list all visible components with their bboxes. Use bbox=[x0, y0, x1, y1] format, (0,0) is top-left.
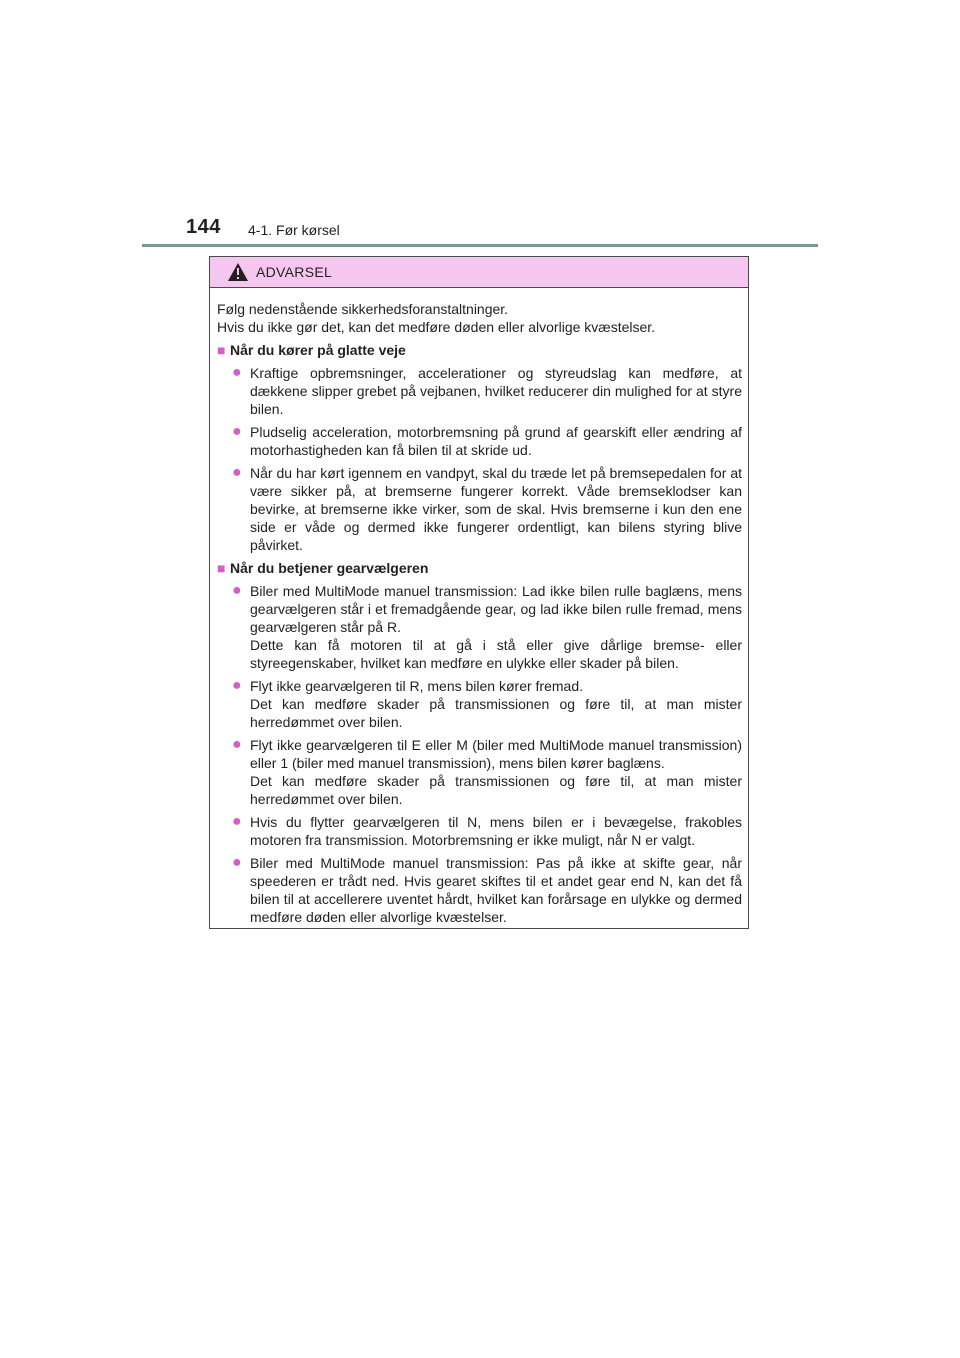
section-heading bbox=[217, 559, 742, 577]
square-bullet-icon: ■ bbox=[217, 342, 226, 358]
list-item bbox=[217, 364, 742, 418]
section-heading-text: Når du kører på glatte veje bbox=[230, 342, 406, 358]
round-bullet-icon: ● bbox=[232, 423, 242, 440]
list-item-paragraph: Det kan medføre skader på transmissionen og føre til, at man mister herredømmet over bilen. bbox=[250, 696, 742, 730]
round-bullet-icon: ● bbox=[232, 813, 242, 830]
list-item bbox=[217, 423, 742, 459]
list-item bbox=[217, 582, 742, 672]
warning-section bbox=[217, 341, 742, 554]
round-bullet-icon: ● bbox=[232, 464, 242, 481]
section-heading bbox=[217, 341, 742, 359]
warning-title: ADVARSEL bbox=[256, 264, 333, 280]
square-bullet-icon: ■ bbox=[217, 560, 226, 576]
intro-line: Følg nedenstående sikkerhedsforanstaltninger. bbox=[217, 301, 509, 317]
list-item-paragraph: Flyt ikke gearvælgeren til E eller M (biler med MultiMode manuel transmission) eller 1 (biler med manuel transmission), mens bilen kører baglæns. bbox=[250, 737, 742, 771]
list-item-paragraph: Det kan medføre skader på transmissionen og føre til, at man mister herredømmet over bilen. bbox=[250, 773, 742, 807]
list-item-paragraph: Når du har kørt igennem en vandpyt, skal du træde let på bremsepedalen for at være sikker på, at bremserne fungerer korrekt. Våde bremseklodser kan bevirke, at bremserne ikke virker, som de skal. Hvis bremserne i kun den ene side er våde og dermed ikke fungerer ordentligt, kan bilens styring blive påvirket. bbox=[250, 465, 742, 553]
bullet-list bbox=[217, 582, 742, 926]
warning-section bbox=[217, 559, 742, 926]
list-item-text bbox=[250, 677, 742, 731]
warning-triangle-icon bbox=[227, 262, 249, 282]
warning-intro bbox=[217, 300, 742, 336]
list-item bbox=[217, 677, 742, 731]
list-item-paragraph: Dette kan få motoren til at gå i stå eller give dårlige bremse- eller styreegenskaber, hvilket kan medføre en ulykke eller skader på bilen. bbox=[250, 637, 742, 671]
list-item-paragraph: Biler med MultiMode manuel transmission: Lad ikke bilen rulle baglæns, mens gearvælgeren står i et fremadgående gear, og lad ikke bilen rulle fremad, mens gearvælgeren står på R. bbox=[250, 583, 742, 635]
list-item-text bbox=[250, 364, 742, 418]
list-item-text bbox=[250, 464, 742, 554]
list-item-text bbox=[250, 582, 742, 672]
intro-line: Hvis du ikke gør det, kan det medføre døden eller alvorlige kvæstelser. bbox=[217, 319, 656, 335]
list-item-paragraph: Flyt ikke gearvælgeren til R, mens bilen kører fremad. bbox=[250, 678, 583, 694]
list-item-text bbox=[250, 423, 742, 459]
round-bullet-icon: ● bbox=[232, 677, 242, 694]
list-item-text bbox=[250, 854, 742, 926]
list-item-paragraph: Hvis du flytter gearvælgeren til N, mens bilen er i bevægelse, frakobles motoren fra transmission. Motorbremsning er ikke muligt, når N er valgt. bbox=[250, 814, 742, 848]
list-item bbox=[217, 736, 742, 808]
page-header bbox=[0, 0, 960, 250]
list-item-paragraph: Biler med MultiMode manuel transmission: Pas på ikke at skifte gear, når speederen er trådt ned. Hvis gearet skiftes til et andet gear end N, kan det få bilen til at accellerere uventet hårdt, hvilket kan forårsage en ulykke og dermed medføre døden eller alvorlige kvæstelser. bbox=[250, 855, 742, 925]
page-number: 144 bbox=[186, 216, 221, 238]
round-bullet-icon: ● bbox=[232, 364, 242, 381]
bullet-list bbox=[217, 364, 742, 554]
header-divider bbox=[142, 244, 818, 247]
warning-header bbox=[210, 257, 748, 288]
section-heading-text: Når du betjener gearvælgeren bbox=[230, 560, 429, 576]
list-item bbox=[217, 464, 742, 554]
list-item bbox=[217, 813, 742, 849]
round-bullet-icon: ● bbox=[232, 854, 242, 871]
warning-body bbox=[210, 288, 748, 926]
list-item-paragraph: Pludselig acceleration, motorbremsning på grund af gearskift eller ændring af motorhastigheden kan få bilen til at skride ud. bbox=[250, 424, 742, 458]
list-item-text bbox=[250, 736, 742, 808]
list-item bbox=[217, 854, 742, 926]
section-title: 4-1. Før kørsel bbox=[248, 222, 340, 238]
list-item-paragraph: Kraftige opbremsninger, accelerationer og styreudslag kan medføre, at dækkene slipper grebet på vejbanen, hvilket reducerer din mulighed for at styre bilen. bbox=[250, 365, 742, 417]
round-bullet-icon: ● bbox=[232, 736, 242, 753]
warning-box bbox=[209, 256, 749, 929]
list-item-text bbox=[250, 813, 742, 849]
round-bullet-icon: ● bbox=[232, 582, 242, 599]
